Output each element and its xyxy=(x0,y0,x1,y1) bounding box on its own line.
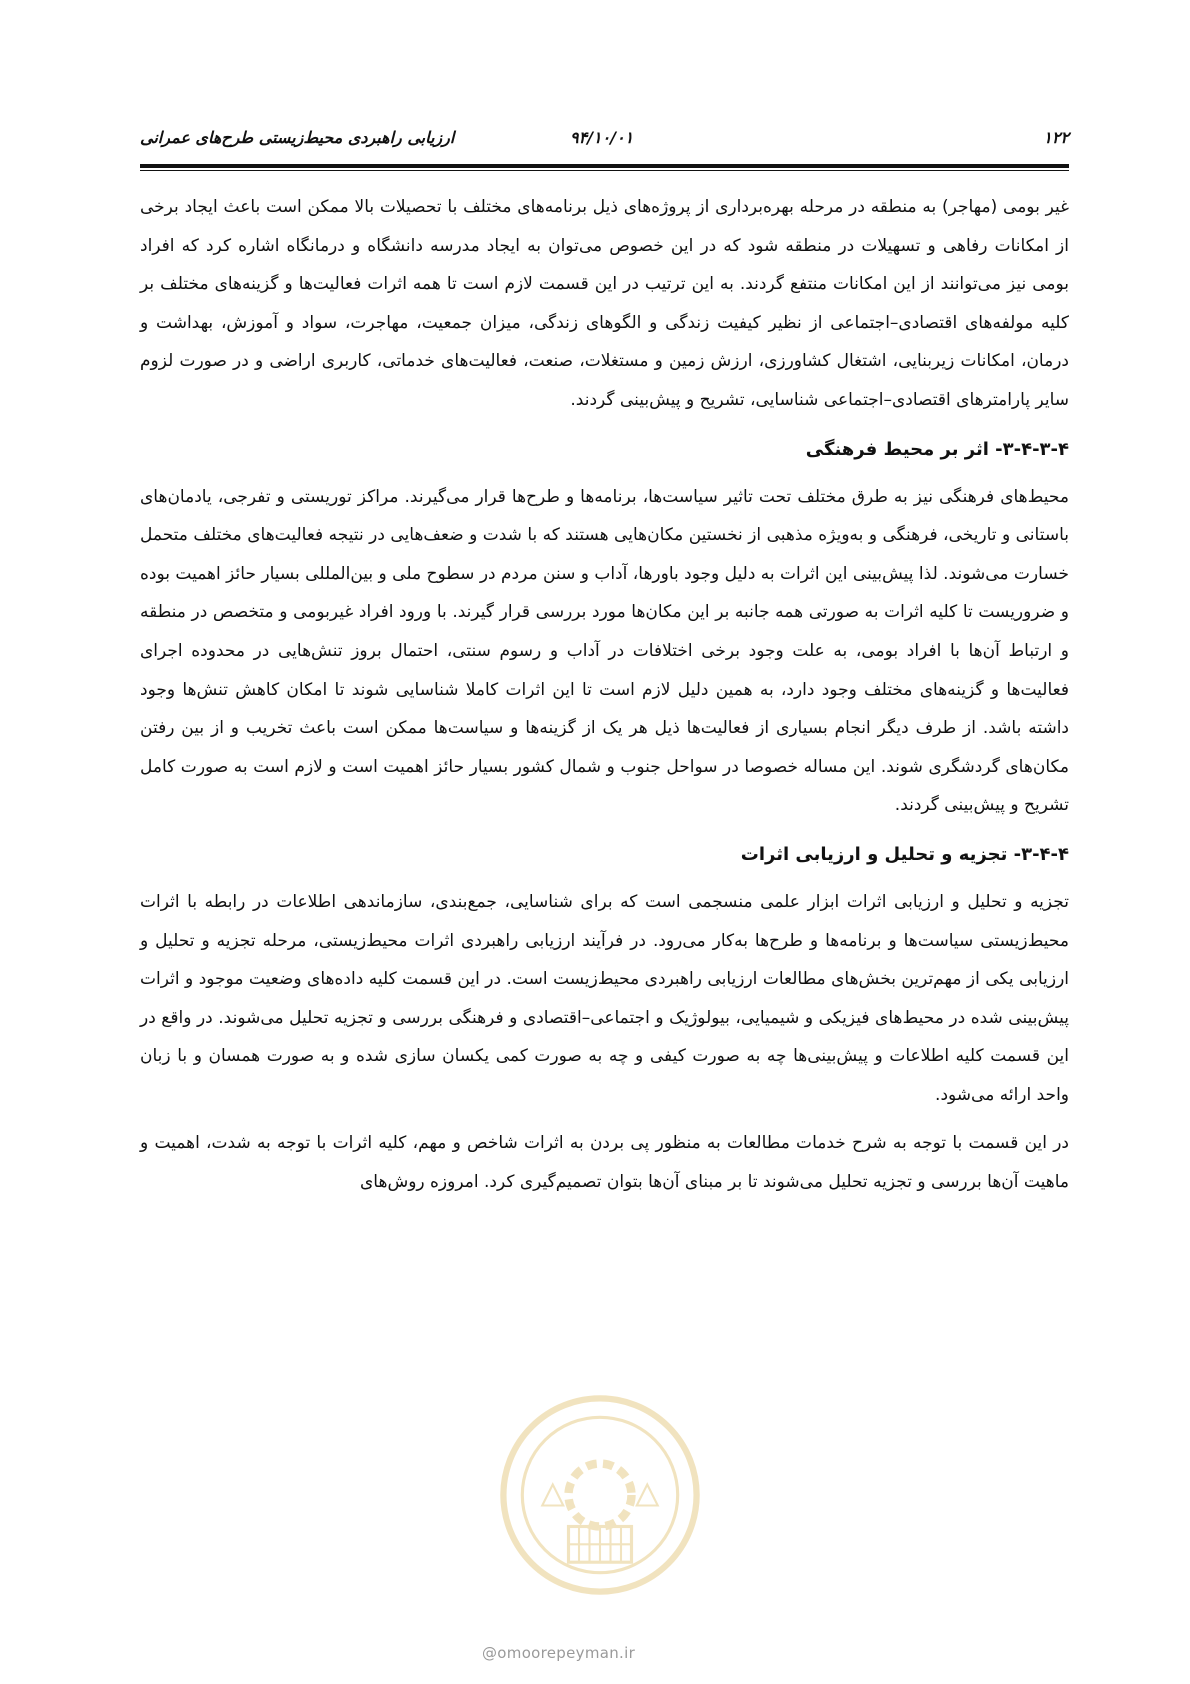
page-header xyxy=(140,128,1069,152)
running-title: ارزیابی راهبردی محیط‌زیستی طرح‌های عمرانی xyxy=(140,128,455,147)
paragraph: غیر بومی (مهاجر) به منطقه در مرحله بهره‌برداری از پروژه‌های ذیل برنامه‌های مختلف با تحصیلات بالا ممکن است باعث ایجاد برخی از امکانات رفاهی و تسهیلات در منطقه شود که در این خصوص می‌توان به ایجاد مدرسه دانشگاه و درمانگاه اشاره کرد که افراد بومی نیز می‌توانند از این امکانات منتفع گردند. به این ترتیب در این قسمت لازم است تا همه اثرات فعالیت‌ها و گزینه‌های مختلف بر کلیه مولفه‌های اقتصادی–اجتماعی از نظیر کیفیت زندگی و الگوهای زندگی، میزان جمعیت، مهاجرت، سواد و آموزش، بهداشت و درمان، امکانات زیربنایی، اشتغال کشاورزی، ارزش زمین و مستغلات، صنعت، فعالیت‌های خدماتی، کاربری اراضی و در صورت لزوم سایر پارامترهای اقتصادی–اجتماعی شناسایی، تشریح و پیش‌بینی گردند. xyxy=(140,197,1069,410)
page-number: ۱۲۲ xyxy=(1043,128,1069,147)
header-rule-thin xyxy=(140,170,1069,171)
watermark-url: @omoorepeyman.ir xyxy=(482,1644,636,1662)
header-rule-thick xyxy=(140,164,1069,168)
watermark-seal-icon xyxy=(495,1390,705,1600)
section-heading: ۳-۴-۴- تجزیه و تحلیل و ارزیابی اثرات xyxy=(740,843,1069,865)
page-body xyxy=(140,188,1069,1212)
paragraph: در این قسمت با توجه به شرح خدمات مطالعات به منظور پی بردن به اثرات شاخص و مهم، کلیه اثرات با توجه به شدت، اهمیت و ماهیت آن‌ها بررسی و تجزیه تحلیل می‌شوند تا بر مبنای آن‌ها بتوان تصمیم‌گیری کرد. امروزه روش‌های xyxy=(140,1133,1069,1193)
section-heading: ۳-۴-۳-۴- اثر بر محیط فرهنگی xyxy=(805,438,1069,460)
paragraph: محیط‌های فرهنگی نیز به طرق مختلف تحت تاثیر سیاست‌ها، برنامه‌ها و طرح‌ها قرار می‌گیرند. مراکز توریستی و تفرجی، یادمان‌های باستانی و تاریخی، فرهنگی و به‌ویژه مذهبی از نخستین مکان‌هایی هستند که با شدت و ضعف‌هایی در نتیجه فعالیت‌های مختلف متحمل خسارت می‌شوند. لذا پیش‌بینی این اثرات به دلیل وجود باورها، آداب و سنن مردم در سطوح ملی و بین‌المللی بسیار حائز اهمیت بوده و ضروریست تا کلیه اثرات به صورتی همه جانبه بر این مکان‌ها مورد بررسی قرار گیرند. با ورود افراد غیربومی و متخصص در منطقه و ارتباط آن‌ها با افراد بومی، به علت وجود برخی اختلافات در آداب و رسوم سنتی، احتمال بروز تنش‌هایی در محدوده اجرای فعالیت‌ها و گزینه‌های مختلف وجود دارد، به همین دلیل لازم است تا این اثرات کاملا شناسایی شوند تا امکان کاهش تنش‌ها وجود داشته باشد. از طرف دیگر انجام بسیاری از فعالیت‌ها ذیل هر یک از گزینه‌ها و سیاست‌ها ممکن است باعث تخریب و از بین رفتن مکان‌های گردشگری شوند. این مساله خصوصا در سواحل جنوب و شمال کشور بسیار حائز اهمیت است و لازم است به صورت کامل تشریح و پیش‌بینی گردند. xyxy=(140,486,1069,816)
header-date: ۹۴/۱۰/۰۱ xyxy=(570,128,634,147)
paragraph: تجزیه و تحلیل و ارزیابی اثرات ابزار علمی منسجمی است که برای شناسایی، جمع‌بندی، سازماندهی اطلاعات در رابطه با اثرات محیط‌زیستی سیاست‌ها و برنامه‌ها و طرح‌ها به‌کار می‌رود. در فرآیند ارزیابی راهبردی اثرات محیط‌زیستی، مرحله تجزیه و تحلیل و ارزیابی یکی از مهم‌ترین بخش‌های مطالعات ارزیابی راهبردی محیط‌زیست است. در این قسمت کلیه داده‌های وضعیت موجود و اثرات پیش‌بینی شده در محیط‌های فیزیکی و شیمیایی، بیولوژیک و اجتماعی–اقتصادی و فرهنگی بررسی و تجزیه تحلیل می‌شوند. در واقع در این قسمت کلیه اطلاعات و پیش‌بینی‌ها چه به صورت کیفی و چه به صورت کمی یکسان سازی شده و به صورت همسان و با زبان واحد ارائه می‌شود. xyxy=(140,891,1069,1105)
